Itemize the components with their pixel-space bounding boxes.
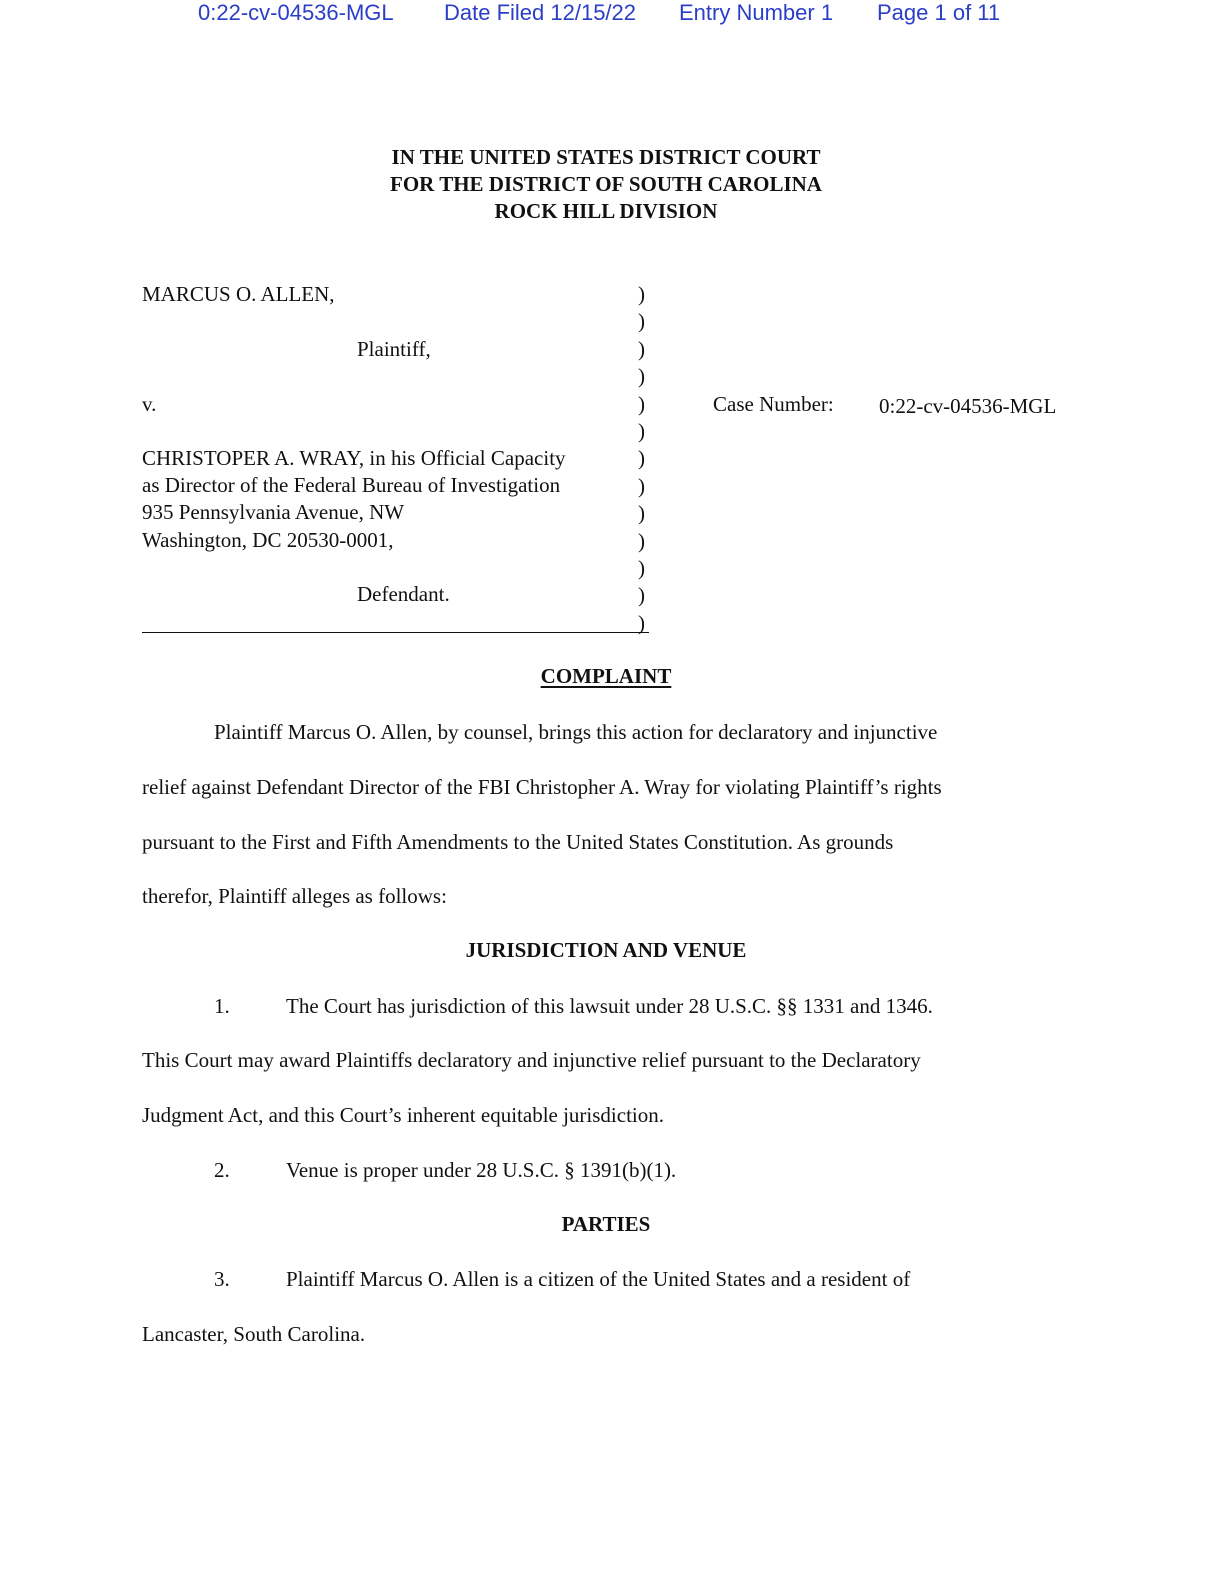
paragraph-3-line-2: Lancaster, South Carolina. — [142, 1322, 366, 1346]
paragraph-2-line-1: Venue is proper under 28 U.S.C. § 1391(b)(1). — [286, 1158, 677, 1182]
stamp-entry-number: Entry Number 1 — [679, 0, 834, 25]
intro-line-2: relief against Defendant Director of the FBI Christopher A. Wray for violating Plaintiff’s rights — [142, 775, 942, 799]
versus: v. — [142, 392, 157, 416]
defendant-role: Defendant. — [357, 582, 450, 606]
case-number-label: Case Number: — [713, 392, 834, 416]
paren: ) — [638, 556, 645, 581]
paren: ) — [638, 528, 645, 553]
paragraph-number: 1. — [214, 994, 230, 1018]
plaintiff-role: Plaintiff, — [357, 337, 431, 361]
court-line-1: IN THE UNITED STATES DISTRICT COURT — [391, 145, 821, 169]
intro-line-3: pursuant to the First and Fifth Amendments to the United States Constitution. As grounds — [142, 830, 894, 854]
section-heading-jurisdiction: JURISDICTION AND VENUE — [465, 938, 747, 962]
paren: ) — [638, 610, 645, 635]
plaintiff-name: MARCUS O. ALLEN, — [142, 282, 335, 306]
intro-line-1: Plaintiff Marcus O. Allen, by counsel, brings this action for declaratory and injunctive — [214, 720, 938, 744]
paren: ) — [638, 336, 645, 361]
document-title: COMPLAINT — [540, 664, 672, 688]
caption-parentheses — [638, 281, 645, 637]
court-heading — [0, 144, 1212, 225]
stamp-case-number: 0:22-cv-04536-MGL — [198, 0, 394, 25]
paren: ) — [638, 501, 645, 526]
paragraph-number: 3. — [214, 1267, 230, 1291]
paren: ) — [638, 583, 645, 608]
paragraph-1-line-1: The Court has jurisdiction of this lawsuit under 28 U.S.C. §§ 1331 and 1346. — [286, 994, 933, 1018]
paragraph-3-line-1: Plaintiff Marcus O. Allen is a citizen of the United States and a resident of — [286, 1267, 911, 1291]
court-line-2: FOR THE DISTRICT OF SOUTH CAROLINA — [390, 172, 822, 196]
paren: ) — [638, 446, 645, 471]
caption-underline — [142, 632, 649, 633]
paren: ) — [638, 282, 645, 306]
stamp-page-number: Page 1 of 11 — [877, 0, 1001, 25]
stamp-date-filed: Date Filed 12/15/22 — [444, 0, 637, 25]
defendant-line-2: as Director of the Federal Bureau of Investigation — [142, 473, 561, 497]
paragraph-number: 2. — [214, 1158, 230, 1182]
paren: ) — [638, 391, 645, 416]
defendant-line-4: Washington, DC 20530-0001, — [142, 528, 394, 552]
paren: ) — [638, 364, 645, 389]
case-number-value: 0:22-cv-04536-MGL — [879, 394, 1057, 418]
section-heading-parties: PARTIES — [561, 1212, 651, 1236]
paragraph-1-line-3: Judgment Act, and this Court’s inherent equitable jurisdiction. — [142, 1103, 665, 1127]
paren: ) — [638, 473, 645, 498]
court-line-3: ROCK HILL DIVISION — [494, 199, 718, 223]
paren: ) — [638, 309, 645, 334]
defendant-line-1: CHRISTOPER A. WRAY, in his Official Capacity — [142, 446, 566, 470]
paragraph-1-line-2: This Court may award Plaintiffs declaratory and injunctive relief pursuant to the Declaratory — [142, 1048, 921, 1072]
defendant-line-3: 935 Pennsylvania Avenue, NW — [142, 500, 405, 524]
intro-line-4: therefor, Plaintiff alleges as follows: — [142, 884, 447, 908]
paren: ) — [638, 419, 645, 444]
